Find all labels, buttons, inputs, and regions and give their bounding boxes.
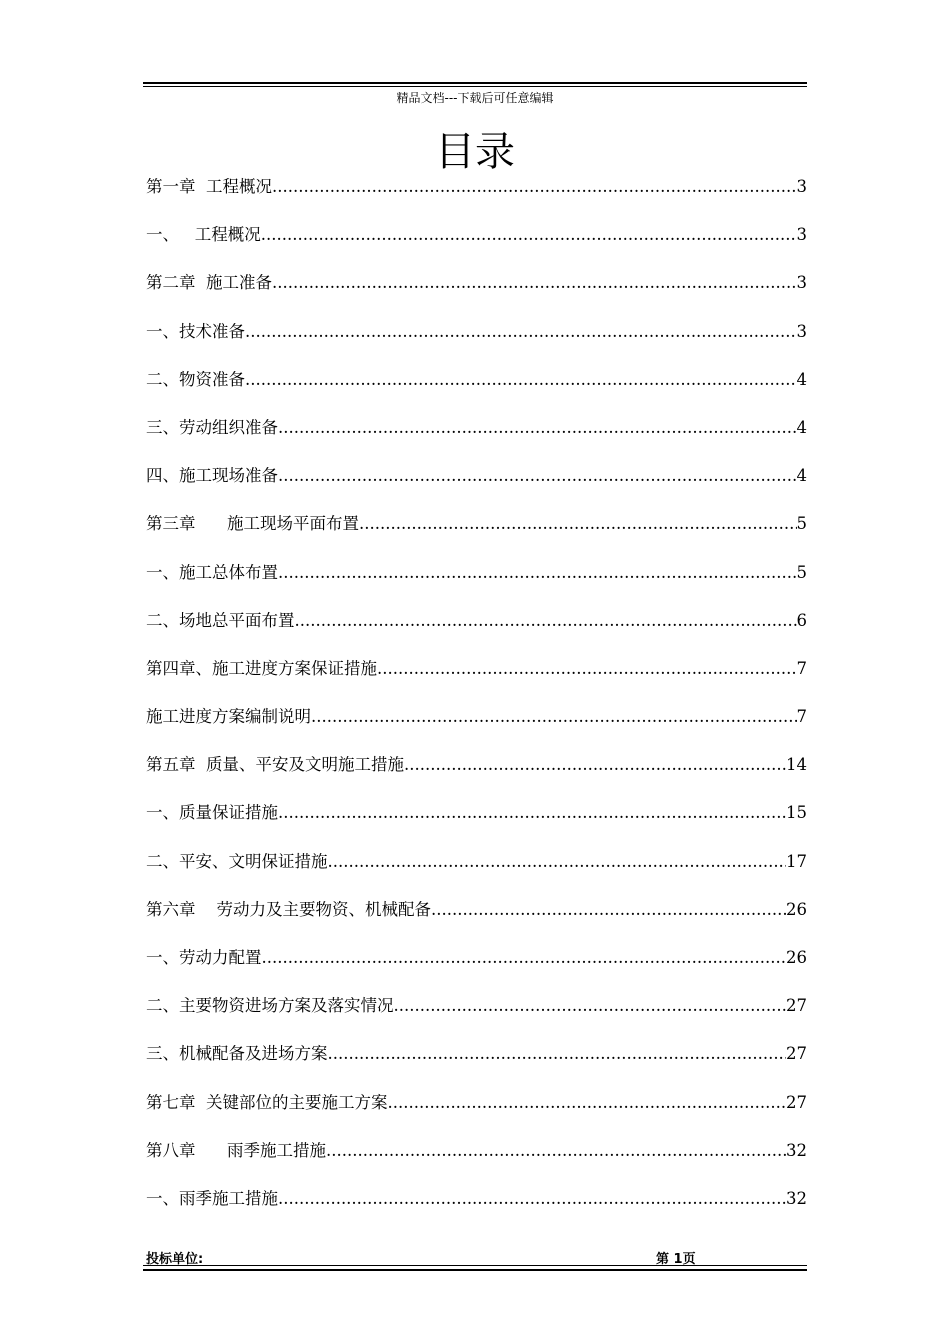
toc-entry bbox=[146, 609, 807, 657]
toc-leader-dots bbox=[311, 705, 797, 729]
toc-entry-page: 27 bbox=[786, 1044, 807, 1064]
toc-entry bbox=[146, 705, 807, 753]
toc-entry-label: 二、主要物资进场方案及落实情况 bbox=[146, 996, 394, 1016]
toc-entry bbox=[146, 1091, 807, 1139]
toc-entry-label: 一、雨季施工措施 bbox=[146, 1188, 278, 1208]
toc-leader-dots bbox=[245, 368, 797, 392]
footer-rule-thin bbox=[143, 1265, 807, 1266]
toc-entry-page: 26 bbox=[786, 948, 807, 967]
toc-leader-dots bbox=[377, 657, 797, 681]
toc-entry bbox=[146, 1139, 807, 1187]
toc-entry bbox=[146, 223, 807, 271]
toc-entry-page: 5 bbox=[796, 514, 807, 534]
toc-leader-dots bbox=[328, 1042, 787, 1066]
toc-entry bbox=[146, 271, 807, 319]
toc-entry-page: 4 bbox=[796, 466, 807, 486]
footer-bidder-label: 投标单位: bbox=[146, 1252, 204, 1267]
footer-page-number: 第 1页 bbox=[656, 1252, 696, 1267]
toc-leader-dots bbox=[278, 464, 797, 488]
toc-leader-dots bbox=[272, 271, 797, 295]
toc-entry bbox=[146, 657, 807, 705]
toc-entry bbox=[146, 850, 807, 898]
toc-entry-page: 3 bbox=[796, 273, 807, 293]
toc-entry bbox=[146, 464, 807, 512]
toc-entry bbox=[146, 320, 807, 368]
toc-entry-label: 第三章 施工现场平面布置 bbox=[146, 514, 359, 534]
toc-entry bbox=[146, 946, 807, 994]
toc-entry bbox=[146, 898, 807, 946]
toc-entry-page: 17 bbox=[786, 851, 807, 871]
toc-leader-dots bbox=[359, 512, 797, 536]
toc-entry-page: 26 bbox=[786, 899, 807, 919]
toc-entry-page: 3 bbox=[796, 177, 807, 196]
toc-leader-dots bbox=[326, 1139, 786, 1163]
toc-entry bbox=[146, 1187, 807, 1235]
toc-entry-label: 四、施工现场准备 bbox=[146, 466, 278, 486]
toc-leader-dots bbox=[262, 946, 787, 970]
toc-entry bbox=[146, 512, 807, 560]
toc-leader-dots bbox=[278, 561, 797, 585]
toc-entry-page: 27 bbox=[786, 996, 807, 1016]
toc-entry bbox=[146, 416, 807, 464]
toc-entry-label: 第二章 施工准备 bbox=[146, 273, 272, 293]
toc-entry-label: 第四章、施工进度方案保证措施 bbox=[146, 658, 377, 678]
toc-leader-dots bbox=[278, 416, 797, 440]
toc-entry-page: 15 bbox=[786, 803, 807, 823]
table-of-contents bbox=[146, 175, 807, 1235]
toc-entry-label: 二、物资准备 bbox=[146, 369, 245, 389]
page-title: 目录 bbox=[435, 129, 515, 175]
toc-entry-label: 第六章 劳动力及主要物资、机械配备 bbox=[146, 899, 431, 919]
toc-entry-page: 5 bbox=[796, 562, 807, 582]
toc-entry-page: 32 bbox=[786, 1140, 807, 1160]
toc-entry bbox=[146, 561, 807, 609]
toc-leader-dots bbox=[245, 320, 797, 344]
toc-entry-label: 一、质量保证措施 bbox=[146, 803, 278, 823]
toc-entry-page: 4 bbox=[796, 369, 807, 389]
toc-entry-page: 32 bbox=[786, 1188, 807, 1208]
page-header-text: 精品文档---下载后可任意编辑 bbox=[396, 91, 554, 105]
toc-leader-dots bbox=[261, 223, 797, 247]
toc-entry-page: 6 bbox=[796, 610, 807, 630]
toc-leader-dots bbox=[328, 850, 787, 874]
toc-leader-dots bbox=[388, 1091, 787, 1115]
toc-entry-page: 4 bbox=[796, 417, 807, 437]
toc-entry-label: 二、场地总平面布置 bbox=[146, 610, 295, 630]
toc-entry-label: 一、 工程概况 bbox=[146, 225, 261, 245]
toc-entry bbox=[146, 753, 807, 801]
toc-leader-dots bbox=[404, 753, 786, 777]
toc-leader-dots bbox=[295, 609, 797, 633]
header-rule-thin bbox=[143, 86, 807, 87]
toc-entry bbox=[146, 175, 807, 223]
toc-entry-page: 3 bbox=[796, 225, 807, 245]
toc-entry bbox=[146, 368, 807, 416]
toc-entry-label: 二、平安、文明保证措施 bbox=[146, 851, 328, 871]
toc-entry-page: 7 bbox=[796, 658, 807, 678]
toc-leader-dots bbox=[278, 801, 786, 825]
toc-leader-dots bbox=[278, 1187, 786, 1211]
toc-entry-label: 第八章 雨季施工措施 bbox=[146, 1140, 326, 1160]
toc-leader-dots bbox=[272, 175, 797, 199]
toc-entry-label: 三、劳动组织准备 bbox=[146, 417, 278, 437]
toc-entry bbox=[146, 994, 807, 1042]
header-rule-thick bbox=[143, 82, 807, 84]
toc-entry-label: 三、机械配备及进场方案 bbox=[146, 1044, 328, 1064]
toc-entry-page: 7 bbox=[796, 707, 807, 727]
toc-entry-label: 第七章 关键部位的主要施工方案 bbox=[146, 1092, 388, 1112]
toc-entry-page: 27 bbox=[786, 1092, 807, 1112]
toc-entry-label: 一、技术准备 bbox=[146, 321, 245, 341]
toc-entry bbox=[146, 801, 807, 849]
toc-leader-dots bbox=[431, 898, 786, 922]
toc-entry-page: 14 bbox=[786, 755, 807, 775]
toc-entry-label: 第五章 质量、平安及文明施工措施 bbox=[146, 755, 404, 775]
toc-entry-page: 3 bbox=[796, 321, 807, 341]
toc-entry-label: 一、劳动力配置 bbox=[146, 948, 262, 967]
toc-entry-label: 一、施工总体布置 bbox=[146, 562, 278, 582]
toc-entry-label: 第一章 工程概况 bbox=[146, 177, 272, 196]
toc-entry-label: 施工进度方案编制说明 bbox=[146, 707, 311, 727]
toc-leader-dots bbox=[394, 994, 787, 1018]
toc-entry bbox=[146, 1042, 807, 1090]
footer-rule-thick bbox=[143, 1269, 807, 1271]
